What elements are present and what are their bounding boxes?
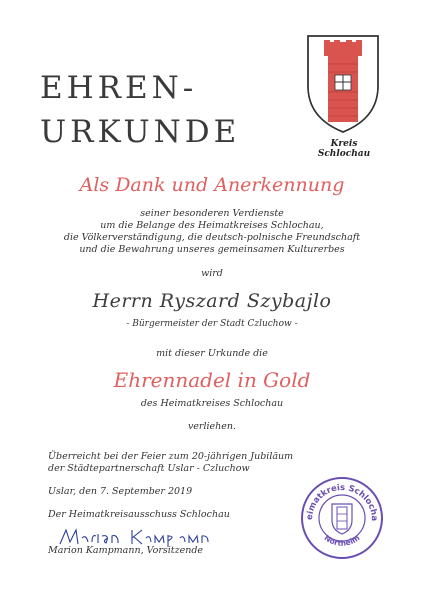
title-line-1: EHREN- bbox=[40, 70, 198, 106]
merit-line-2: um die Belange des Heimatkreises Schlochau, bbox=[100, 220, 324, 231]
committee-name: Der Heimatkreisausschuss Schlochau bbox=[48, 509, 230, 520]
stamp-top-text: eimatkreis Schlocha bbox=[303, 481, 381, 522]
award-of-text: des Heimatkreises Schlochau bbox=[140, 398, 284, 409]
stamp-bottom-text: Northeim bbox=[322, 533, 362, 548]
merit-line-1: seiner besonderen Verdienste bbox=[140, 208, 284, 219]
place-date: Uslar, den 7. September 2019 bbox=[48, 486, 193, 497]
award-name: Ehrennadel in Gold bbox=[113, 368, 311, 392]
signatory-name: Marion Kampmann, Vorsitzende bbox=[48, 545, 204, 556]
stamp-seal-icon bbox=[300, 476, 384, 560]
with-certificate-text: mit dieser Urkunde die bbox=[156, 348, 268, 359]
merit-line-3: die Völkerverständigung, die deutsch-polnische Freundschaft bbox=[63, 232, 361, 243]
crest-label: Kreis Schlochau bbox=[317, 139, 371, 159]
recipient-name: Herrn Ryszard Szybajlo bbox=[92, 290, 332, 312]
svg-text:Northeim bbox=[323, 533, 362, 548]
svg-text:Heimatkreis Schlochau bbox=[300, 476, 380, 521]
occasion-line-2: der Städtepartnerschaft Uslar - Czluchow bbox=[48, 463, 250, 474]
official-stamp bbox=[300, 476, 384, 560]
thanks-heading: Als Dank und Anerkennung bbox=[79, 174, 345, 196]
crest-emblem bbox=[306, 34, 380, 134]
recipient-title: - Bürgermeister der Stadt Czluchow - bbox=[126, 319, 298, 329]
occasion-line-1: Überreicht bei der Feier zum 20-jährigen Jubiläum bbox=[48, 451, 294, 462]
conferred-text: verliehen. bbox=[187, 421, 237, 432]
title-line-2: URKUNDE bbox=[40, 114, 241, 150]
merit-line-4: und die Bewahrung unseres gemeinsamen Kulturerbes bbox=[79, 244, 345, 255]
wird-text: wird bbox=[201, 268, 223, 279]
coat-of-arms-icon bbox=[306, 34, 380, 134]
